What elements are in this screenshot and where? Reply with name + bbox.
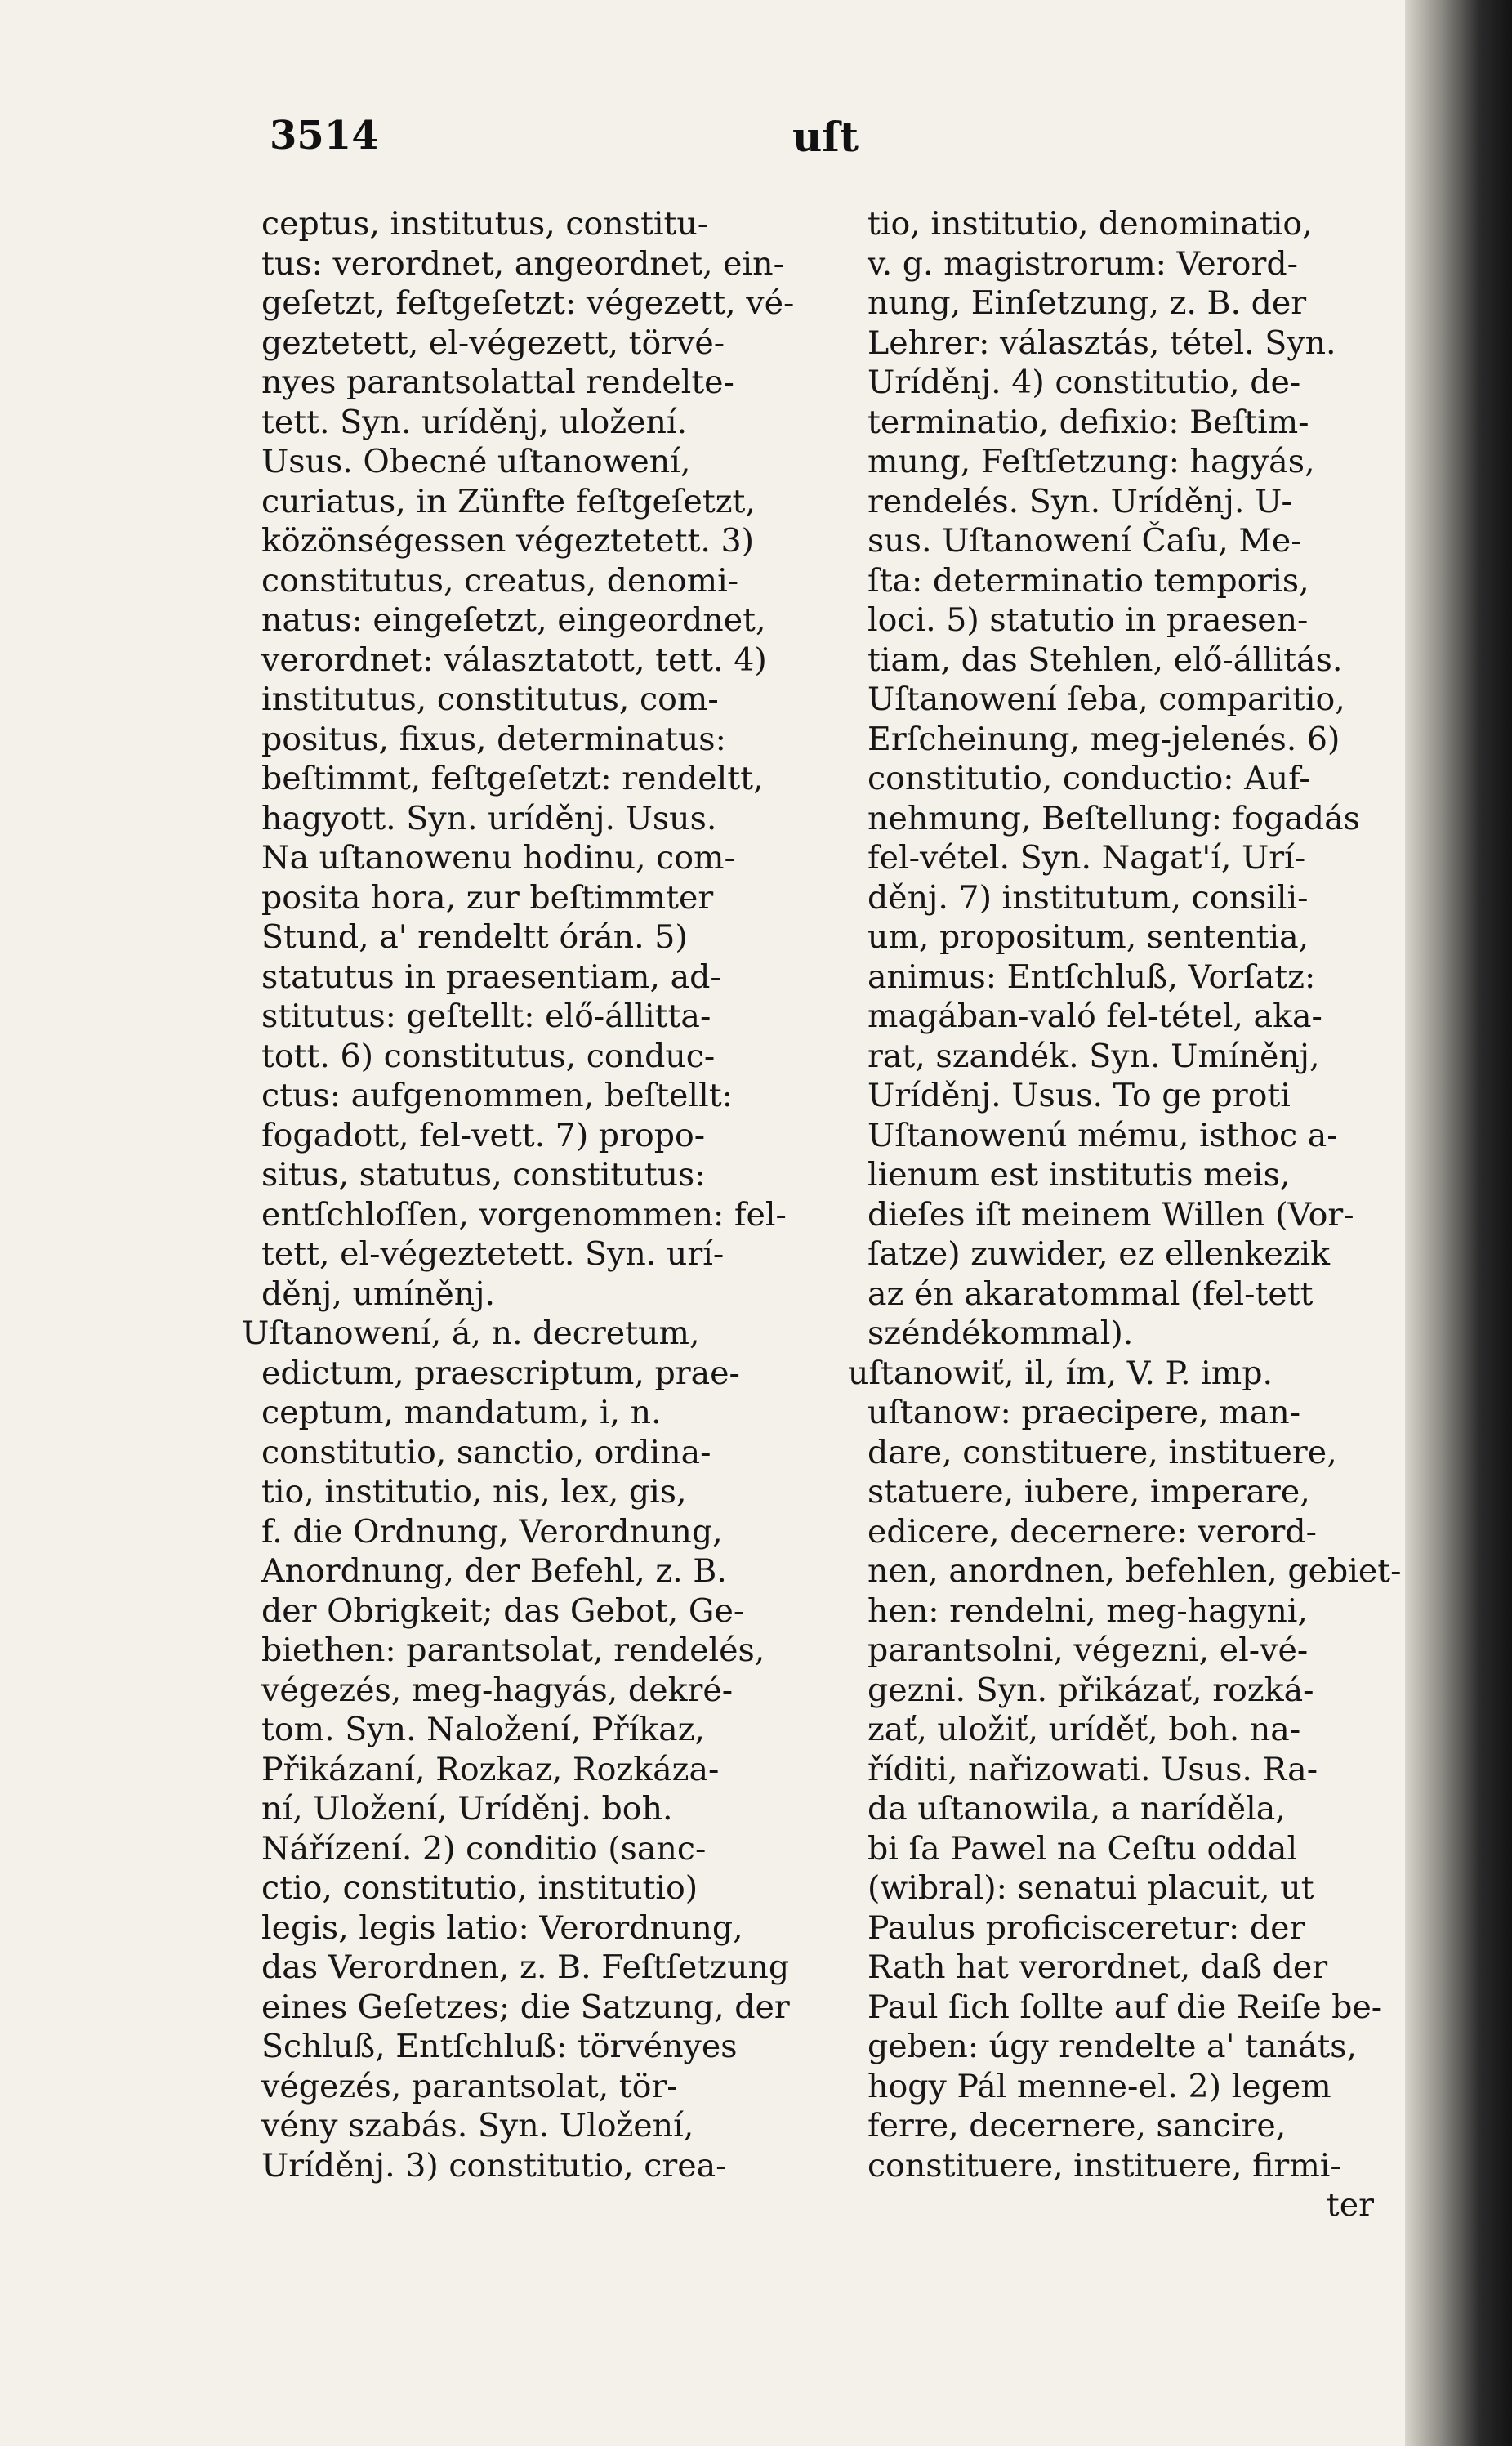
text-line: hagyott. Syn. uríděnj. Usus. — [261, 799, 717, 837]
text-line: geztetett, el-végezett, törvé- — [261, 324, 725, 362]
text-line: edicere, decernere: verord- — [868, 1512, 1318, 1551]
text-line: Uſtanowenú mému, isthoc a- — [868, 1116, 1338, 1154]
left-column — [242, 204, 833, 2185]
text-line: positus, fixus, determinatus: — [261, 720, 726, 758]
text-line: terminatio, defixio: Beſtim- — [868, 403, 1309, 441]
text-line: Schluß, Entſchluß: törvényes — [261, 2028, 738, 2065]
text-line: legis, legis latio: Verordnung, — [261, 1908, 743, 1947]
text-line: f. die Ordnung, Verordnung, — [261, 1512, 723, 1551]
text-line: széndékommal). — [868, 1315, 1134, 1352]
entry-headword-line: uſtanowiť, il, ím, V. P. imp. — [848, 1354, 1273, 1392]
text-line: dieſes iſt meinem Willen (Vor- — [868, 1195, 1354, 1234]
text-line: stitutus: geſtellt: elő-állitta- — [261, 998, 711, 1035]
text-line: constitutio, conductio: Auf- — [868, 760, 1310, 797]
text-line: végezés, meg-hagyás, dekré- — [261, 1671, 734, 1709]
text-line: edictum, praescriptum, prae- — [261, 1354, 740, 1392]
text-line: tott. 6) constitutus, conduc- — [261, 1037, 716, 1075]
page-number: 3514 — [270, 113, 379, 158]
page-header — [270, 113, 1397, 170]
text-line: constituere, instituere, firmi- — [868, 2146, 1341, 2185]
text-line: statutus in praesentiam, ad- — [261, 957, 721, 996]
text-line: Erſcheinung, meg-jelenés. 6) — [868, 720, 1340, 758]
text-line: Přikázaní, Rozkaz, Rozkáza- — [261, 1750, 720, 1788]
text-line: Nářízení. 2) conditio (sanc- — [261, 1829, 707, 1868]
text-line: tett. Syn. uríděnj, uložení. — [261, 403, 688, 441]
text-line: situs, statutus, constitutus: — [261, 1156, 706, 1194]
text-line: Anordnung, der Befehl, z. B. — [261, 1552, 727, 1590]
text-line: fel-vétel. Syn. Nagat'í, Urí- — [868, 839, 1306, 877]
text-line: da uſtanowila, a naríděla, — [868, 1790, 1286, 1828]
catchword: ter — [1326, 2186, 1374, 2224]
text-line: dare, constituere, instituere, — [868, 1433, 1337, 1471]
text-line: rendelés. Syn. Uríděnj. U- — [868, 482, 1292, 520]
text-line: (wibral): senatui placuit, ut — [868, 1869, 1314, 1907]
text-line: fogadott, fel-vett. 7) propo- — [261, 1116, 706, 1154]
text-line: constitutio, sanctio, ordina- — [261, 1433, 711, 1471]
text-line: das Verordnen, z. B. Feſtſetzung — [261, 1948, 790, 1986]
text-line: Paul ſich ſollte auf die Reiſe be- — [868, 1988, 1383, 2026]
text-line: eines Geſetzes; die Satzung, der — [261, 1988, 790, 2026]
text-line: constitutus, creatus, denomi- — [261, 561, 739, 600]
text-line: lienum est institutis meis, — [868, 1156, 1291, 1194]
text-line: bi ſa Pawel na Ceſtu oddal — [868, 1829, 1298, 1868]
text-line: institutus, constitutus, com- — [261, 681, 719, 718]
text-line: közönségessen végeztetett. 3) — [261, 522, 755, 560]
text-line: ſatze) zuwider, ez ellenkezik — [868, 1235, 1331, 1273]
text-line: ceptum, mandatum, i, n. — [261, 1394, 662, 1431]
text-line: natus: eingeſetzt, eingeordnet, — [261, 601, 766, 639]
text-line: Usus. Obecné uſtanowení, — [261, 443, 691, 480]
text-line: nen, anordnen, befehlen, gebiet- — [868, 1552, 1402, 1590]
text-line: ní, Uložení, Uríděnj. boh. — [261, 1790, 673, 1828]
text-line: Uríděnj. 3) constitutio, crea- — [261, 2146, 727, 2185]
text-line: geben: úgy rendelte a' tanáts, — [868, 2028, 1358, 2065]
running-head: uſt — [792, 113, 859, 161]
text-line: végezés, parantsolat, tör- — [261, 2067, 678, 2105]
text-line: um, propositum, sententia, — [868, 918, 1309, 956]
text-line: Paulus proficisceretur: der — [868, 1908, 1305, 1947]
text-line: říditi, nařizowati. Usus. Ra- — [868, 1750, 1318, 1788]
text-line: loci. 5) statutio in praesen- — [868, 601, 1309, 639]
text-line: az én akaratommal (fel-tett — [868, 1274, 1314, 1313]
text-line: parantsolni, végezni, el-vé- — [868, 1631, 1309, 1669]
text-line: rat, szandék. Syn. Umíněnj, — [868, 1037, 1320, 1075]
text-line: Uríděnj. 4) constitutio, de- — [868, 364, 1301, 401]
entry-headword-line: Uſtanowení, á, n. decretum, — [242, 1315, 700, 1352]
text-line: nyes parantsolattal rendelte- — [261, 364, 734, 401]
text-line: vény szabás. Syn. Uložení, — [261, 2107, 694, 2145]
text-line: tiam, das Stehlen, elő-állitás. — [868, 641, 1343, 679]
text-line: tio, institutio, denominatio, — [868, 205, 1313, 243]
text-line: děnj. 7) institutum, consili- — [868, 878, 1309, 917]
text-line: tom. Syn. Naložení, Příkaz, — [261, 1711, 705, 1748]
text-line: tus: verordnet, angeordnet, ein- — [261, 244, 784, 283]
text-line: der Obrigkeit; das Gebot, Ge- — [261, 1591, 745, 1630]
text-line: uſtanow: praecipere, man- — [868, 1394, 1301, 1431]
text-line: tio, institutio, nis, lex, gis, — [261, 1473, 687, 1511]
text-line: animus: Entſchluß, Vorſatz: — [868, 957, 1316, 996]
text-line: zať, uložiť, uríděť, boh. na- — [868, 1711, 1301, 1748]
text-line: Na uſtanowenu hodinu, com- — [261, 839, 735, 877]
text-line: nung, Einſetzung, z. B. der — [868, 284, 1307, 322]
text-line: posita hora, zur beſtimmter — [261, 878, 714, 917]
text-line: Rath hat verordnet, daß der — [868, 1948, 1328, 1986]
text-line: ctus: aufgenommen, beſtellt: — [261, 1077, 733, 1114]
text-line: tett, el-végeztetett. Syn. urí- — [261, 1235, 725, 1273]
text-line: ctio, constitutio, institutio) — [261, 1869, 698, 1907]
text-line: sus. Uſtanowení Čaſu, Me- — [868, 522, 1302, 560]
text-line: statuere, iubere, imperare, — [868, 1473, 1310, 1511]
text-line: Lehrer: választás, tétel. Syn. — [868, 324, 1336, 362]
text-line: hen: rendelni, meg-hagyni, — [868, 1591, 1308, 1630]
text-line: mung, Feſtſetzung: hagyás, — [868, 443, 1315, 480]
text-line: magában-való fel-tétel, aka- — [868, 998, 1322, 1035]
text-line: hogy Pál menne-el. 2) legem — [868, 2067, 1331, 2105]
text-line: Uſtanowení ſeba, comparitio, — [868, 681, 1345, 718]
text-line: geſetzt, feſtgeſetzt: végezett, vé- — [261, 284, 795, 322]
text-line: nehmung, Beſtellung: fogadás — [868, 799, 1360, 837]
right-column — [848, 204, 1423, 2225]
text-line: gezni. Syn. přikázať, rozká- — [868, 1671, 1314, 1709]
text-line: beſtimmt, feſtgeſetzt: rendeltt, — [261, 760, 764, 797]
text-line: entſchloſſen, vorgenommen: fel- — [261, 1195, 787, 1234]
text-line: Stund, a' rendeltt órán. 5) — [261, 918, 688, 956]
text-line: děnj, umíněnj. — [261, 1274, 496, 1313]
text-line: ferre, decernere, sancire, — [868, 2107, 1287, 2145]
text-line: curiatus, in Zünfte feſtgeſetzt, — [261, 482, 756, 520]
text-line: ceptus, institutus, constitu- — [261, 205, 709, 243]
text-line: verordnet: választatott, tett. 4) — [261, 641, 767, 679]
text-line: Uríděnj. Usus. To ge proti — [868, 1077, 1291, 1114]
text-line: v. g. magistrorum: Verord- — [868, 244, 1298, 283]
text-line: biethen: parantsolat, rendelés, — [261, 1631, 765, 1669]
text-line: ſta: determinatio temporis, — [868, 561, 1309, 600]
